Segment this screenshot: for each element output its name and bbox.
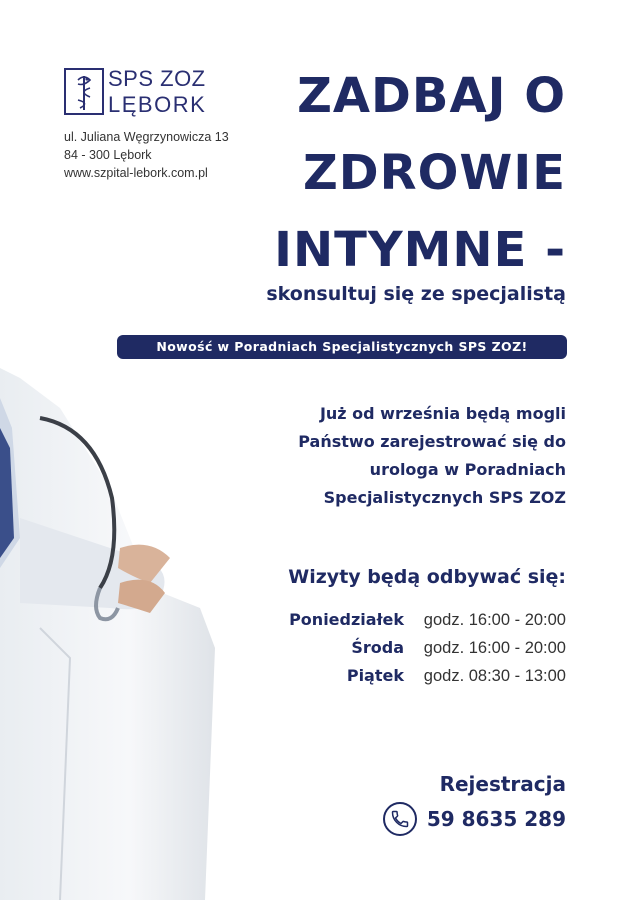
schedule-day: Piątek (346, 666, 404, 685)
info-line-2: Państwo zarejestrować się do (298, 432, 566, 451)
schedule-row (289, 662, 566, 690)
phone-number[interactable]: 59 8635 289 (426, 807, 566, 831)
headline-line-3: INTYMNE - (274, 222, 566, 278)
visits-title: Wizyty będą odbywać się: (288, 566, 566, 588)
info-line-3: urologa w Poradniach (369, 460, 566, 479)
logo-line-2: LĘBORK (108, 92, 207, 117)
schedule-day: Poniedziałek (289, 610, 404, 629)
address-city: 84 - 300 Lębork (64, 148, 152, 162)
info-line-1: Już od września będą mogli (319, 404, 566, 423)
caduceus-icon (66, 70, 102, 113)
schedule-row (289, 606, 566, 634)
schedule-hours: godz. 08:30 - 13:00 (423, 667, 566, 685)
logo-emblem (64, 68, 104, 115)
phone-icon (383, 802, 417, 836)
subheadline: skonsultuj się ze specjalistą (266, 283, 566, 305)
info-text (298, 400, 566, 512)
logo-text (108, 66, 206, 118)
schedule-hours: godz. 16:00 - 20:00 (423, 639, 566, 657)
phone-contact[interactable] (383, 802, 566, 836)
address-street: ul. Juliana Węgrzynowicza 13 (64, 130, 229, 144)
doctor-illustration (0, 368, 230, 900)
headline (274, 58, 566, 289)
headline-line-2: ZDROWIE (302, 145, 566, 201)
address-website[interactable]: www.szpital-lebork.com.pl (64, 166, 208, 180)
headline-line-1: ZADBAJ O (297, 68, 566, 124)
address-block (64, 128, 229, 182)
info-line-4: Specjalistycznych SPS ZOZ (323, 488, 566, 507)
news-banner: Nowość w Poradniach Specjalistycznych SPS ZOZ! (117, 335, 567, 359)
logo-line-1: SPS ZOZ (108, 66, 206, 91)
registration-label: Rejestracja (439, 772, 566, 796)
schedule-hours: godz. 16:00 - 20:00 (423, 611, 566, 629)
schedule-day: Środa (351, 638, 404, 657)
schedule (289, 606, 566, 690)
schedule-row (289, 634, 566, 662)
